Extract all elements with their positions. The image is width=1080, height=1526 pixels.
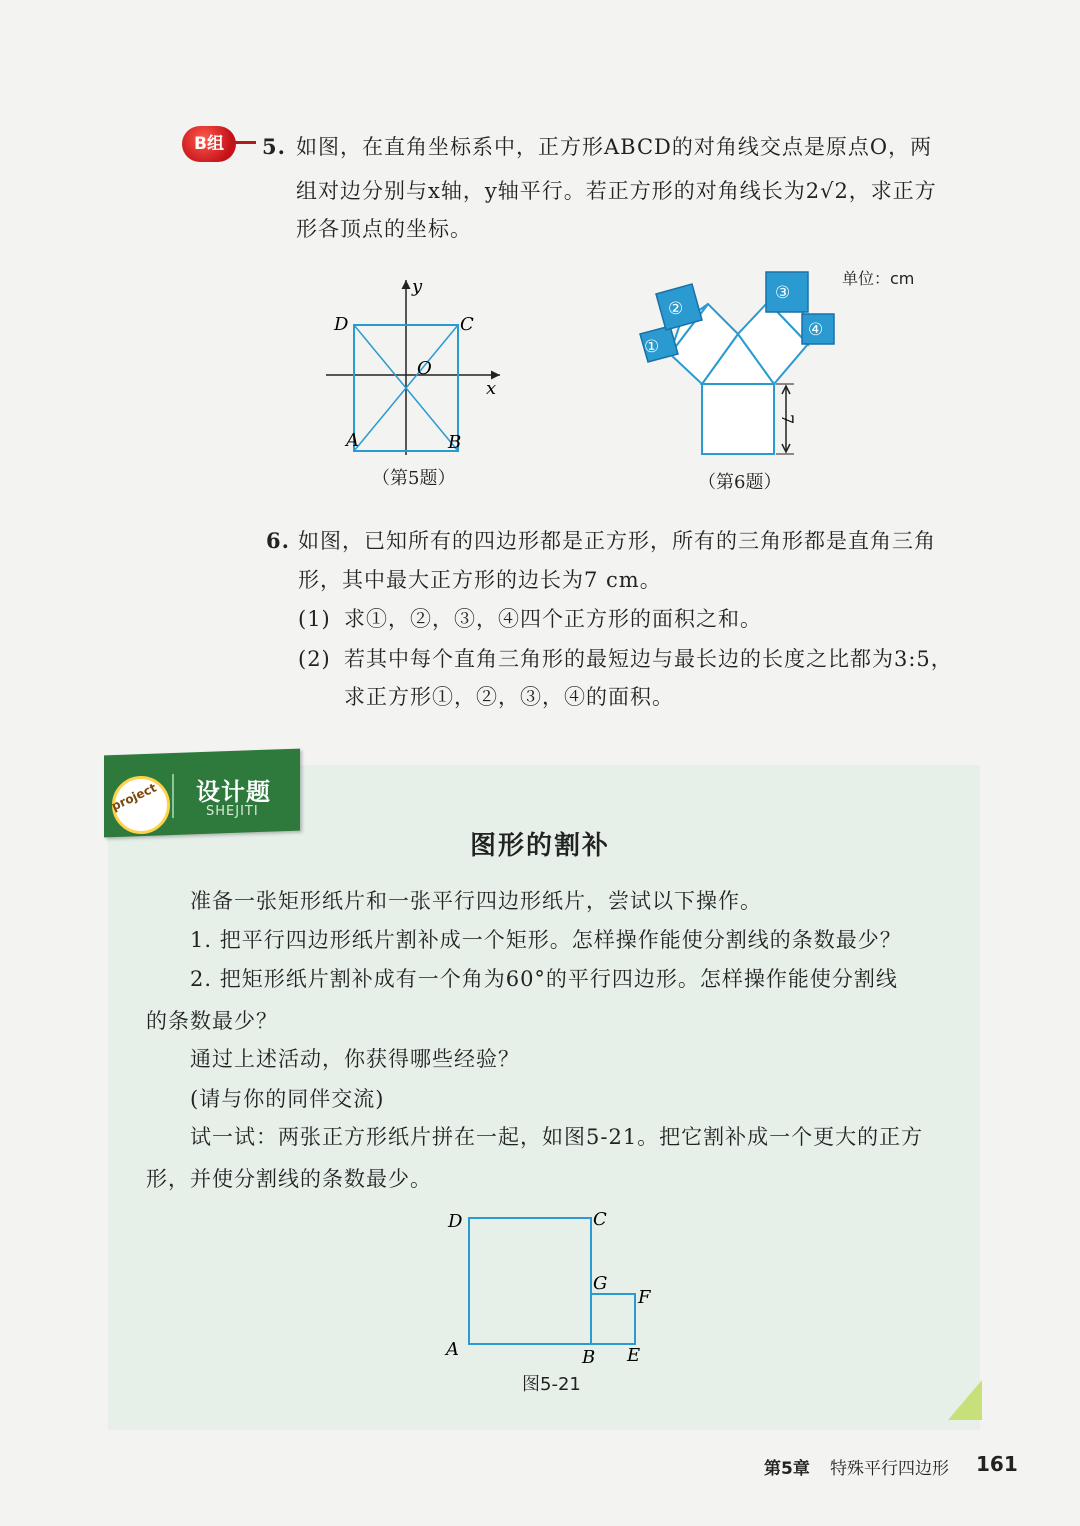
label-c: C	[460, 314, 474, 335]
unit-label: 单位：cm	[842, 269, 915, 288]
fig-label-d: D	[448, 1211, 463, 1232]
figure-5-21	[440, 1205, 660, 1375]
page-number: 161	[976, 1452, 1018, 1476]
footer-chapter-name: 特殊平行四边形	[830, 1459, 949, 1479]
design-line-5: 通过上述活动，你获得哪些经验？	[190, 1047, 520, 1071]
footer-chapter: 第5章	[764, 1459, 810, 1479]
problem-6-sub2-number: (2)	[298, 647, 331, 671]
label-o: O	[417, 358, 432, 379]
problem-6-sub1: 求①，②，③，④四个正方形的面积之和。	[344, 607, 762, 631]
figure-5-21-caption: 图5-21	[522, 1374, 581, 1395]
problem-5-number: 5.	[262, 134, 286, 159]
design-line-7: 试一试：两张正方形纸片拼在一起，如图5-21。把它割补成一个更大的正方	[190, 1125, 924, 1149]
problem-6-line-1: 如图，已知所有的四边形都是正方形，所有的三角形都是直角三角	[298, 529, 936, 553]
problem-6-number: 6.	[266, 528, 290, 553]
label-y: y	[412, 276, 423, 297]
problem-6-line-2: 形，其中最大正方形的边长为7 cm。	[298, 568, 662, 592]
problem-6-sub1-number: (1)	[298, 607, 331, 631]
tag-divider	[172, 774, 174, 818]
problem-5-line-1: 如图，在直角坐标系中，正方形ABCD的对角线交点是原点O，两	[296, 135, 933, 159]
fig-label-c: C	[593, 1209, 607, 1230]
label-d: D	[334, 314, 349, 335]
label-b: B	[448, 432, 462, 453]
figure-5-coordinate-square	[320, 270, 520, 470]
fig-label-a: A	[446, 1339, 459, 1360]
square-2-label: ②	[668, 299, 684, 319]
square-3-label: ③	[775, 283, 791, 303]
problem-5-line-3: 形各顶点的坐标。	[296, 217, 472, 241]
project-logo-text: project	[109, 780, 159, 814]
fig-label-f: F	[638, 1287, 651, 1308]
label-a: A	[346, 430, 359, 451]
design-title: 图形的割补	[469, 831, 610, 861]
problem-6-sub2-line-2: 求正方形①，②，③，④的面积。	[344, 685, 674, 709]
design-line-3: 2. 把矩形纸片割补成有一个角为60°的平行四边形。怎样操作能使分割线	[190, 967, 898, 991]
fig-label-e: E	[627, 1345, 641, 1366]
figure-6-squares	[630, 262, 930, 472]
largest-square	[702, 384, 774, 454]
label-x: x	[486, 378, 497, 399]
problem-6-sub2-line-1: 若其中每个直角三角形的最短边与最长边的长度之比都为3:5，	[344, 647, 953, 671]
figure-5-caption: （第5题）	[372, 468, 456, 489]
design-tag-subtitle: SHEJITI	[206, 804, 259, 819]
dimension-label: 7	[778, 414, 797, 425]
small-square-bgfe	[591, 1294, 635, 1344]
design-line-4: 的条数最少？	[146, 1009, 278, 1033]
square-4-label: ④	[808, 320, 824, 340]
fig-label-g: G	[593, 1273, 608, 1294]
design-tag-title: 设计题	[196, 778, 271, 806]
figure-6-caption: （第6题）	[698, 472, 782, 493]
problem-5-line-2: 组对边分别与x轴，y轴平行。若正方形的对角线长为2√2，求正方	[296, 179, 937, 203]
design-line-8: 形，并使分割线的条数最少。	[146, 1167, 432, 1191]
large-square-abcd	[469, 1218, 591, 1344]
group-b-badge: B组	[182, 126, 236, 162]
design-line-6: (请与你的同伴交流)	[190, 1087, 385, 1111]
badge-pointer	[232, 141, 256, 144]
design-line-2: 1. 把平行四边形纸片割补成一个矩形。怎样操作能使分割线的条数最少？	[190, 928, 902, 952]
page-fold-corner	[948, 1380, 982, 1420]
design-line-1: 准备一张矩形纸片和一张平行四边形纸片，尝试以下操作。	[190, 889, 762, 913]
fig-label-b: B	[582, 1347, 596, 1368]
square-1-label: ①	[644, 337, 660, 357]
